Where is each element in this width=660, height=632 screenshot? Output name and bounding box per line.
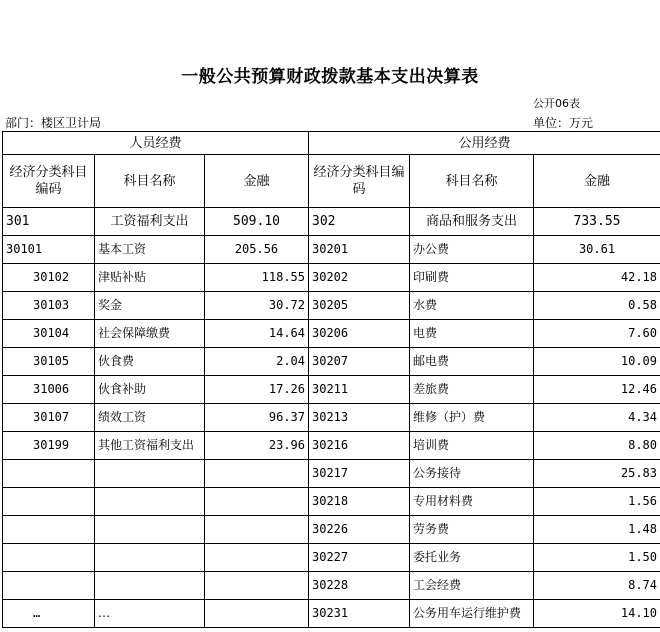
cell-name: 伙食费 [95, 348, 205, 376]
cell-name [95, 572, 205, 600]
table-row [3, 544, 660, 572]
cell-amount: 12.46 [534, 376, 660, 404]
cell-amount: 30.72 [205, 292, 309, 320]
cell-name: 公务接待 [410, 460, 534, 488]
cell-name: 绩效工资 [95, 404, 205, 432]
cell-amount: 23.96 [205, 432, 309, 460]
table-row [3, 432, 660, 460]
cell-amount: 96.37 [205, 404, 309, 432]
cell-name [95, 516, 205, 544]
cell-amount: 30.61 [534, 236, 660, 264]
cell-name: 邮电费 [410, 348, 534, 376]
cell-amount [205, 600, 309, 628]
cell-code [3, 572, 95, 600]
cell-amount: 205.56 [205, 236, 309, 264]
cell-amount: 1.50 [534, 544, 660, 572]
cell-code: 301 [3, 208, 95, 236]
cell-amount [205, 572, 309, 600]
cell-amount: 42.18 [534, 264, 660, 292]
department-label: 部门：楼区卫计局 [5, 116, 102, 130]
table-row [3, 264, 660, 292]
cell-name [95, 544, 205, 572]
col-header-code: 经济分类科目编码 [3, 155, 95, 208]
cell-code: 31006 [3, 376, 95, 404]
cell-name: 电费 [410, 320, 534, 348]
cell-code: 30102 [3, 264, 95, 292]
cell-code: 30211 [309, 376, 410, 404]
cell-code: 30218 [309, 488, 410, 516]
cell-name: 津贴补贴 [95, 264, 205, 292]
cell-name: 奖金 [95, 292, 205, 320]
table-row [3, 236, 660, 264]
cell-code: 30213 [309, 404, 410, 432]
cell-amount: 733.55 [534, 208, 660, 236]
col-header-name: 科目名称 [95, 155, 205, 208]
table-row [3, 348, 660, 376]
cell-code [3, 544, 95, 572]
cell-amount: 7.60 [534, 320, 660, 348]
cell-code: 30105 [3, 348, 95, 376]
cell-amount: 118.55 [205, 264, 309, 292]
table-row [3, 208, 660, 236]
table-row [3, 460, 660, 488]
table-row [3, 292, 660, 320]
cell-amount [205, 460, 309, 488]
cell-code: 30103 [3, 292, 95, 320]
cell-code: 30228 [309, 572, 410, 600]
cell-code: 30206 [309, 320, 410, 348]
table-row [3, 376, 660, 404]
cell-code [3, 460, 95, 488]
cell-name: 劳务费 [410, 516, 534, 544]
cell-name: 伙食补助 [95, 376, 205, 404]
cell-code: 30107 [3, 404, 95, 432]
cell-name: 委托业务 [410, 544, 534, 572]
cell-amount: 14.64 [205, 320, 309, 348]
cell-code: 30201 [309, 236, 410, 264]
cell-code: 30101 [3, 236, 95, 264]
cell-amount: 14.10 [534, 600, 660, 628]
cell-name: 印刷费 [410, 264, 534, 292]
cell-code [3, 516, 95, 544]
cell-name: 社会保障缴费 [95, 320, 205, 348]
table-row [3, 488, 660, 516]
cell-amount: 8.80 [534, 432, 660, 460]
table-row [3, 320, 660, 348]
cell-name [95, 488, 205, 516]
cell-amount [205, 488, 309, 516]
cell-amount: 25.83 [534, 460, 660, 488]
cell-name: … [95, 600, 205, 628]
cell-code: 302 [309, 208, 410, 236]
cell-name [95, 460, 205, 488]
cell-amount: 0.58 [534, 292, 660, 320]
col-header-amount: 金融 [534, 155, 660, 208]
cell-name: 专用材料费 [410, 488, 534, 516]
cell-code [3, 488, 95, 516]
cell-name: 差旅费 [410, 376, 534, 404]
cell-name: 工资福利支出 [95, 208, 205, 236]
group-header-personnel: 人员经费 [3, 132, 309, 155]
unit-label: 单位：万元 [533, 116, 594, 130]
cell-amount: 10.09 [534, 348, 660, 376]
cell-code: 30217 [309, 460, 410, 488]
expenditure-table [2, 131, 660, 628]
cell-code: 30205 [309, 292, 410, 320]
cell-amount: 4.34 [534, 404, 660, 432]
col-header-code: 经济分类科目编码 [309, 155, 410, 208]
cell-name: 工会经费 [410, 572, 534, 600]
cell-amount [205, 516, 309, 544]
cell-amount: 8.74 [534, 572, 660, 600]
cell-code: 30104 [3, 320, 95, 348]
table-row [3, 404, 660, 432]
cell-amount: 509.10 [205, 208, 309, 236]
cell-code: 30199 [3, 432, 95, 460]
cell-code: 30226 [309, 516, 410, 544]
table-row [3, 516, 660, 544]
cell-code: 30231 [309, 600, 410, 628]
cell-code: 30216 [309, 432, 410, 460]
report-title: 一般公共预算财政拨款基本支出决算表 [181, 67, 479, 87]
cell-code: 30227 [309, 544, 410, 572]
cell-name: 其他工资福利支出 [95, 432, 205, 460]
col-header-name: 科目名称 [410, 155, 534, 208]
cell-name: 水费 [410, 292, 534, 320]
cell-amount: 1.56 [534, 488, 660, 516]
cell-name: 办公费 [410, 236, 534, 264]
cell-code: … [3, 600, 95, 628]
cell-name: 培训费 [410, 432, 534, 460]
cell-code: 30207 [309, 348, 410, 376]
group-header-public: 公用经费 [309, 132, 660, 155]
table-row [3, 572, 660, 600]
cell-amount: 1.48 [534, 516, 660, 544]
cell-amount: 17.26 [205, 376, 309, 404]
col-header-amount: 金融 [205, 155, 309, 208]
cell-amount: 2.04 [205, 348, 309, 376]
cell-code: 30202 [309, 264, 410, 292]
cell-name: 维修（护）费 [410, 404, 534, 432]
table-row [3, 600, 660, 628]
form-number: 公开06表 [533, 97, 580, 110]
cell-name: 商品和服务支出 [410, 208, 534, 236]
cell-name: 公务用车运行维护费 [410, 600, 534, 628]
cell-amount [205, 544, 309, 572]
cell-name: 基本工资 [95, 236, 205, 264]
